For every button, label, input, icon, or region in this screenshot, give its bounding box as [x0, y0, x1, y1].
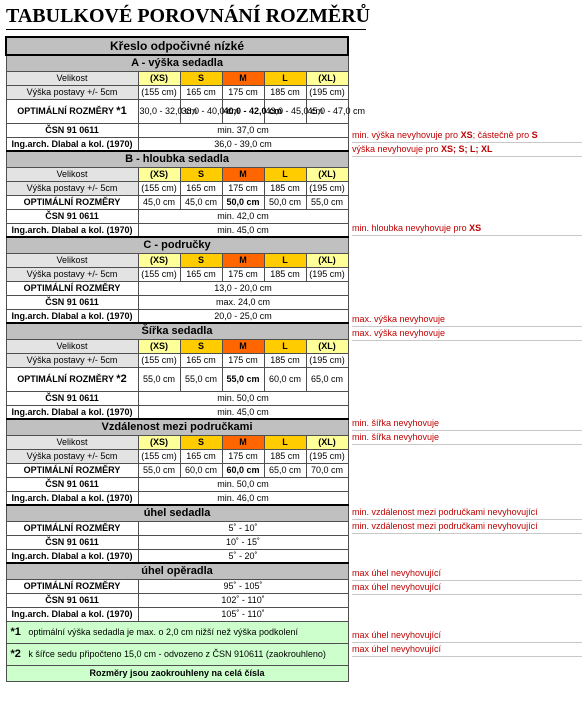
- ing-row: [6, 607, 348, 621]
- ing-value: 105˚ - 110˚: [138, 607, 348, 621]
- optimal-label: OPTIMÁLNÍ ROZMĚRY: [6, 195, 138, 209]
- optimal-cell: 45,0 cm: [180, 195, 222, 209]
- size-s: S: [180, 435, 222, 449]
- footnote-text: optimální výška sedadla je max. o 2,0 cm nižší než výška podkolení: [28, 627, 299, 637]
- height-cell: 165 cm: [180, 181, 222, 195]
- side-note-a-csn: min. výška nevyhovuje pro XS; částečně pro S: [352, 128, 582, 143]
- footnote-mark: *2: [116, 373, 127, 385]
- height-cell: 185 cm: [264, 353, 306, 367]
- side-note-e-csn: min. vzdálenost mezi područkami nevyhovující: [352, 505, 582, 520]
- csn-row: [6, 477, 348, 491]
- optimal-label: OPTIMÁLNÍ ROZMĚRY: [6, 463, 138, 477]
- ing-value: 36,0 - 39,0 cm: [138, 137, 348, 151]
- csn-value: 10˚ - 15˚: [138, 535, 348, 549]
- size-xl: (XL): [306, 435, 348, 449]
- optimal-cell: 30,0 - 32,0 cm: [138, 99, 180, 123]
- footnote-mark: *1: [10, 626, 21, 638]
- optimal-label: OPTIMÁLNÍ ROZMĚRY: [6, 281, 138, 295]
- ing-row: [6, 309, 348, 323]
- optimal-value: 95˚ - 105˚: [138, 579, 348, 593]
- height-cell: 175 cm: [222, 449, 264, 463]
- section-a-header: A - výška sedadla: [6, 55, 348, 71]
- csn-label: ČSN 91 0611: [6, 209, 138, 223]
- optimal-cell: 60,0 cm: [180, 463, 222, 477]
- optimal-cell: 60,0 cm: [264, 367, 306, 391]
- optimal-cell: 55,0 cm: [180, 367, 222, 391]
- optimal-row: [6, 367, 348, 391]
- size-xs: (XS): [138, 435, 180, 449]
- optimal-cell: 55,0 cm: [138, 463, 180, 477]
- size-label: Velikost: [6, 339, 138, 353]
- footnote-1: [6, 621, 348, 643]
- optimal-cell: 70,0 cm: [306, 463, 348, 477]
- height-row: [6, 267, 348, 281]
- optimal-cell: 40,0 - 42,0 cm: [222, 99, 264, 123]
- footnote-2: [6, 643, 348, 665]
- optimal-cell: 65,0 cm: [306, 367, 348, 391]
- optimal-row: [6, 521, 348, 535]
- size-row: [6, 71, 348, 85]
- height-cell: (155 cm): [138, 353, 180, 367]
- size-l: L: [264, 339, 306, 353]
- ing-label: Ing.arch. Dlabal a kol. (1970): [6, 607, 138, 621]
- height-cell: (155 cm): [138, 267, 180, 281]
- height-row: [6, 181, 348, 195]
- height-cell: 185 cm: [264, 85, 306, 99]
- size-m: M: [222, 71, 264, 85]
- size-s: S: [180, 339, 222, 353]
- size-label: Velikost: [6, 167, 138, 181]
- footnote-3: [6, 665, 348, 681]
- optimal-cell: 55,0 cm: [306, 195, 348, 209]
- side-note-g-csn: max úhel nevyhovující: [352, 628, 582, 643]
- size-xl: (XL): [306, 339, 348, 353]
- csn-row: [6, 593, 348, 607]
- size-m: M: [222, 253, 264, 267]
- height-label: Výška postavy +/- 5cm: [6, 85, 138, 99]
- height-label: Výška postavy +/- 5cm: [6, 181, 138, 195]
- height-cell: (195 cm): [306, 181, 348, 195]
- section-c-header: C - područky: [6, 237, 348, 253]
- height-cell: (155 cm): [138, 449, 180, 463]
- optimal-row: [6, 463, 348, 477]
- section-e-header: Vzdálenost mezi područkami: [6, 419, 348, 435]
- height-cell: 185 cm: [264, 267, 306, 281]
- height-row: [6, 449, 348, 463]
- optimal-label: OPTIMÁLNÍ ROZMĚRY: [6, 521, 138, 535]
- ing-row: [6, 137, 348, 151]
- size-xs: (XS): [138, 71, 180, 85]
- side-note-c-csn: max. výška nevyhovuje: [352, 312, 582, 327]
- height-cell: (155 cm): [138, 181, 180, 195]
- ing-row: [6, 549, 348, 563]
- height-cell: 175 cm: [222, 267, 264, 281]
- optimal-value: 5˚ - 10˚: [138, 521, 348, 535]
- height-cell: 165 cm: [180, 85, 222, 99]
- optimal-cell: 43,0 - 45,0 cm: [264, 99, 306, 123]
- ing-label: Ing.arch. Dlabal a kol. (1970): [6, 309, 138, 323]
- csn-label: ČSN 91 0611: [6, 123, 138, 137]
- ing-label: Ing.arch. Dlabal a kol. (1970): [6, 549, 138, 563]
- csn-label: ČSN 91 0611: [6, 593, 138, 607]
- optimal-value: 13,0 - 20,0 cm: [138, 281, 348, 295]
- optimal-cell: 45,0 cm: [138, 195, 180, 209]
- height-label: Výška postavy +/- 5cm: [6, 449, 138, 463]
- height-cell: 185 cm: [264, 449, 306, 463]
- ing-value: min. 45,0 cm: [138, 405, 348, 419]
- height-cell: 175 cm: [222, 353, 264, 367]
- size-label: Velikost: [6, 253, 138, 267]
- footnote-mark: *1: [116, 105, 127, 117]
- ing-label: Ing.arch. Dlabal a kol. (1970): [6, 137, 138, 151]
- optimal-cell: 45,0 - 47,0 cm: [306, 99, 348, 123]
- side-note-b-csn: min. hloubka nevyhovuje pro XS: [352, 221, 582, 236]
- size-row: [6, 435, 348, 449]
- optimal-cell: 55,0 cm: [222, 367, 264, 391]
- size-s: S: [180, 167, 222, 181]
- size-xl: (XL): [306, 71, 348, 85]
- optimal-label: OPTIMÁLNÍ ROZMĚRY *1: [6, 99, 138, 123]
- ing-value: 5˚ - 20˚: [138, 549, 348, 563]
- ing-value: min. 46,0 cm: [138, 491, 348, 505]
- csn-row: [6, 391, 348, 405]
- csn-value: max. 24,0 cm: [138, 295, 348, 309]
- page-title: TABULKOVÉ POROVNÁNÍ ROZMĚRŮ: [6, 3, 366, 30]
- optimal-cell: 50,0 cm: [264, 195, 306, 209]
- height-cell: 175 cm: [222, 181, 264, 195]
- section-b-header: B - hloubka sedadla: [6, 151, 348, 167]
- csn-value: min. 50,0 cm: [138, 391, 348, 405]
- csn-value: 102˚ - 110˚: [138, 593, 348, 607]
- optimal-label: OPTIMÁLNÍ ROZMĚRY: [6, 579, 138, 593]
- section-d-header: Šířka sedadla: [6, 323, 348, 339]
- height-label: Výška postavy +/- 5cm: [6, 353, 138, 367]
- optimal-row: [6, 99, 348, 123]
- csn-row: [6, 295, 348, 309]
- section-g-header: úhel opěradla: [6, 563, 348, 579]
- size-xl: (XL): [306, 253, 348, 267]
- size-label: Velikost: [6, 71, 138, 85]
- side-note-g-ing: max úhel nevyhovující: [352, 642, 582, 657]
- size-m: M: [222, 339, 264, 353]
- height-cell: 175 cm: [222, 85, 264, 99]
- height-cell: (195 cm): [306, 267, 348, 281]
- ing-value: 20,0 - 25,0 cm: [138, 309, 348, 323]
- side-note-c-ing: max. výška nevyhovuje: [352, 326, 582, 341]
- ing-row: [6, 405, 348, 419]
- height-cell: (155 cm): [138, 85, 180, 99]
- side-note-f-csn: max úhel nevyhovující: [352, 566, 582, 581]
- optimal-cell: 60,0 cm: [222, 463, 264, 477]
- size-row: [6, 167, 348, 181]
- dimension-table: [5, 36, 366, 682]
- section-f-header: úhel sedadla: [6, 505, 348, 521]
- optimal-cell: 55,0 cm: [138, 367, 180, 391]
- footnote-text: k šířce sedu připočteno 15,0 cm - odvozeno z ČSN 910611 (zaokrouhleno): [28, 649, 326, 659]
- ing-label: Ing.arch. Dlabal a kol. (1970): [6, 405, 138, 419]
- side-note-f-ing: max úhel nevyhovující: [352, 580, 582, 595]
- side-note-a-ing: výška nevyhovuje pro XS; S; L; XL: [352, 142, 582, 157]
- size-l: L: [264, 253, 306, 267]
- height-row: [6, 85, 348, 99]
- side-note-d-ing: min. šířka nevyhovuje: [352, 430, 582, 445]
- csn-label: ČSN 91 0611: [6, 295, 138, 309]
- csn-row: [6, 209, 348, 223]
- optimal-row: [6, 281, 348, 295]
- height-label: Výška postavy +/- 5cm: [6, 267, 138, 281]
- optimal-row: [6, 579, 348, 593]
- side-note-e-ing: min. vzdálenost mezi područkami nevyhovující: [352, 519, 582, 534]
- size-s: S: [180, 253, 222, 267]
- optimal-cell: 65,0 cm: [264, 463, 306, 477]
- size-xs: (XS): [138, 167, 180, 181]
- ing-row: [6, 223, 348, 237]
- csn-row: [6, 535, 348, 549]
- height-cell: 165 cm: [180, 449, 222, 463]
- csn-label: ČSN 91 0611: [6, 535, 138, 549]
- ing-value: min. 45,0 cm: [138, 223, 348, 237]
- ing-row: [6, 491, 348, 505]
- csn-value: min. 50,0 cm: [138, 477, 348, 491]
- ing-label: Ing.arch. Dlabal a kol. (1970): [6, 491, 138, 505]
- size-l: L: [264, 71, 306, 85]
- size-l: L: [264, 435, 306, 449]
- size-row: [6, 339, 348, 353]
- height-cell: (195 cm): [306, 353, 348, 367]
- size-m: M: [222, 167, 264, 181]
- csn-value: min. 42,0 cm: [138, 209, 348, 223]
- size-s: S: [180, 71, 222, 85]
- footnote-mark: *2: [10, 648, 21, 660]
- height-cell: 165 cm: [180, 353, 222, 367]
- optimal-cell: 38,0 - 40,0 cm: [180, 99, 222, 123]
- csn-row: [6, 123, 348, 137]
- height-cell: 185 cm: [264, 181, 306, 195]
- size-xl: (XL): [306, 167, 348, 181]
- csn-label: ČSN 91 0611: [6, 477, 138, 491]
- optimal-row: [6, 195, 348, 209]
- csn-label: ČSN 91 0611: [6, 391, 138, 405]
- size-xs: (XS): [138, 339, 180, 353]
- size-m: M: [222, 435, 264, 449]
- height-cell: 165 cm: [180, 267, 222, 281]
- footnote-text: Rozměry jsou zaokrouhleny na celá čísla: [6, 665, 348, 681]
- optimal-cell: 50,0 cm: [222, 195, 264, 209]
- table-main-header: Křeslo odpočivné nízké: [6, 37, 348, 55]
- optimal-label: OPTIMÁLNÍ ROZMĚRY *2: [6, 367, 138, 391]
- csn-value: min. 37,0 cm: [138, 123, 348, 137]
- height-cell: (195 cm): [306, 449, 348, 463]
- height-row: [6, 353, 348, 367]
- size-label: Velikost: [6, 435, 138, 449]
- size-xs: (XS): [138, 253, 180, 267]
- height-cell: (195 cm): [306, 85, 348, 99]
- ing-label: Ing.arch. Dlabal a kol. (1970): [6, 223, 138, 237]
- size-l: L: [264, 167, 306, 181]
- size-row: [6, 253, 348, 267]
- side-note-d-csn: min. šířka nevyhovuje: [352, 416, 582, 431]
